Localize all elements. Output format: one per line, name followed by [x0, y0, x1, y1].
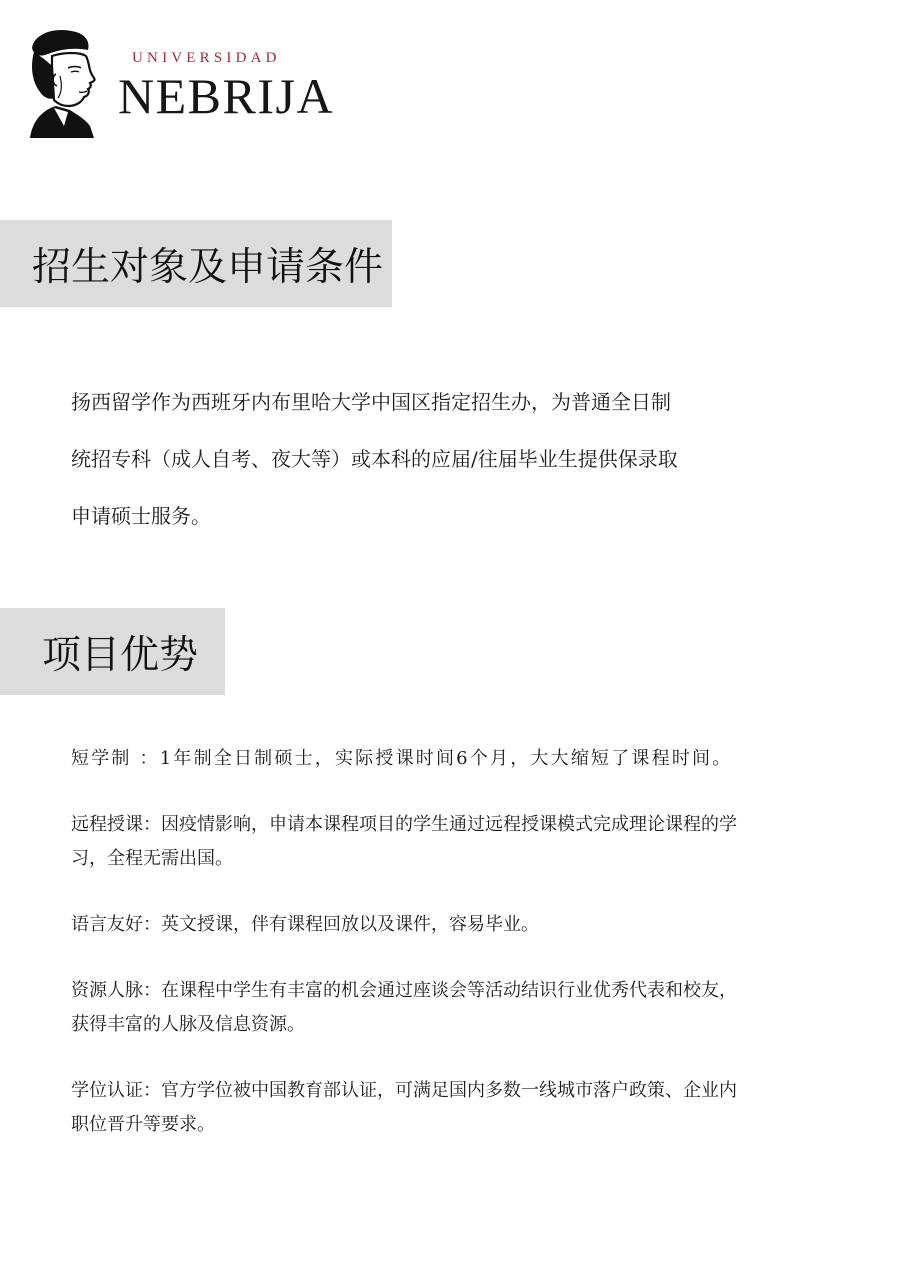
advantage-line: 学位认证：官方学位被中国教育部认证，可满足国内多数一线城市落户政策、企业内	[71, 1080, 737, 1101]
advantage-item-network	[71, 974, 851, 1042]
advantage-item-short-program	[71, 742, 851, 776]
admission-line: 统招专科（成人自考、夜大等）或本科的应届/往届毕业生提供保录取	[71, 447, 678, 471]
admission-line: 申请硕士服务。	[71, 504, 211, 528]
logo-universidad-text: UNIVERSIDAD	[132, 50, 281, 66]
advantage-line: 语言友好：英文授课，伴有课程回放以及课件，容易毕业。	[71, 914, 539, 935]
university-logo	[24, 26, 364, 138]
advantage-item-degree-recognition	[71, 1074, 851, 1142]
advantage-line: 获得丰富的人脉及信息资源。	[71, 1014, 305, 1035]
admission-line: 扬西留学作为西班牙内布里哈大学中国区指定招生办，为普通全日制	[71, 390, 671, 414]
advantage-line: 职位晋升等要求。	[71, 1114, 215, 1135]
advantage-line: 短学制 ：1年制全日制硕士，实际授课时间6个月，大大缩短了课程时间。	[71, 748, 733, 769]
advantage-line: 资源人脉：在课程中学生有丰富的机会通过座谈会等活动结识行业优秀代表和校友，	[71, 980, 737, 1001]
advantages-section-title: 项目优势	[42, 632, 199, 678]
admission-description	[71, 374, 811, 545]
logo-nebrija-text: NEBRIJA	[118, 68, 335, 124]
advantages-section-header	[0, 608, 225, 695]
advantages-list	[71, 742, 851, 1142]
admission-section-title: 招生对象及申请条件	[32, 244, 384, 290]
advantage-item-language	[71, 908, 851, 942]
nebrija-portrait-icon	[24, 26, 104, 138]
advantage-line: 远程授课：因疫情影响，申请本课程项目的学生通过远程授课模式完成理论课程的学	[71, 814, 737, 835]
admission-section-header	[0, 220, 392, 307]
advantage-line: 习，全程无需出国。	[71, 848, 233, 869]
advantage-item-remote-teaching	[71, 808, 851, 876]
